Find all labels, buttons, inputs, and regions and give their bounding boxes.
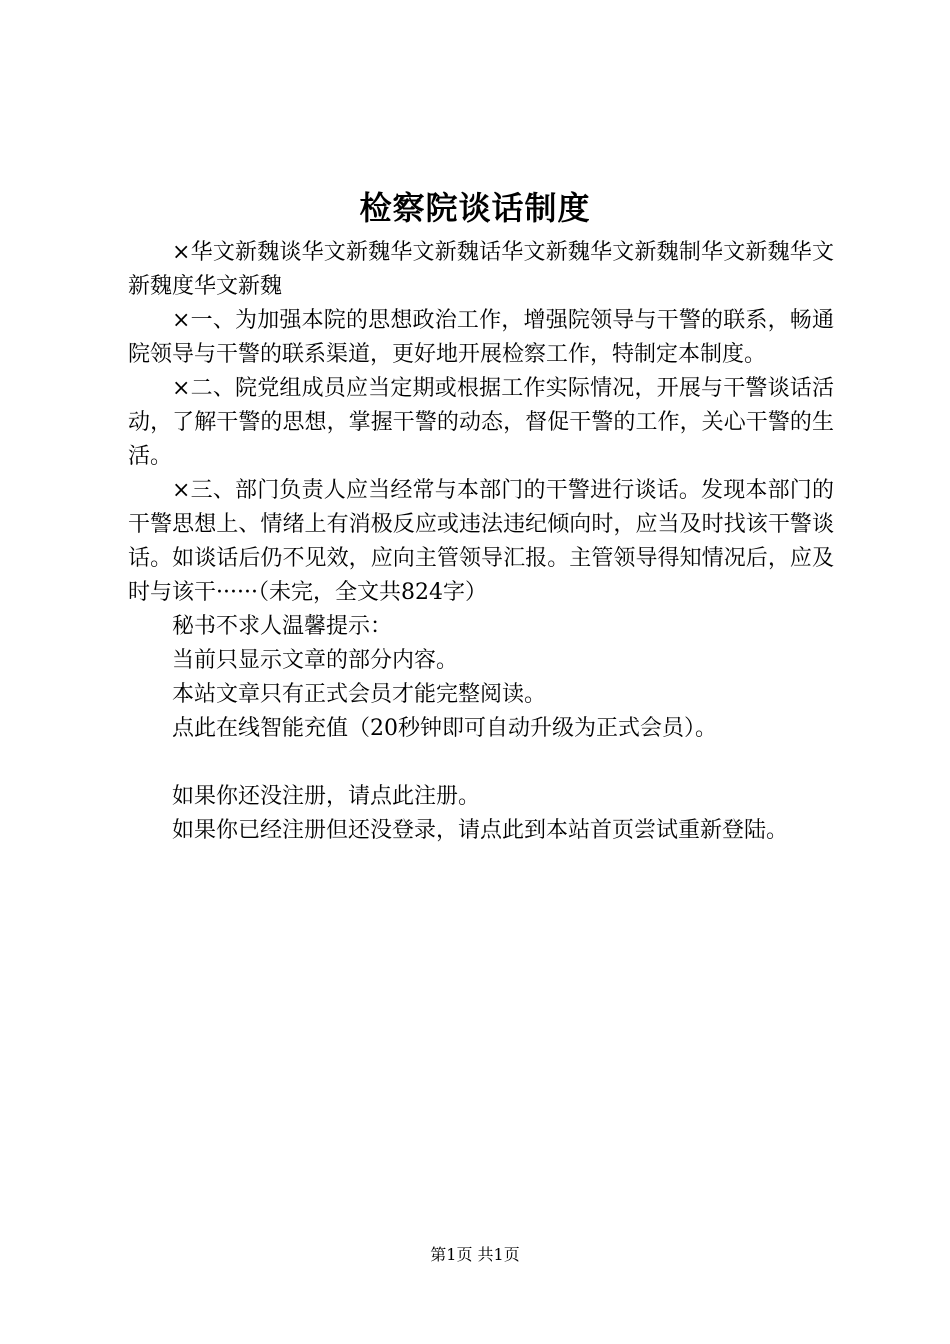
paragraph-intro: ×华文新魏谈华文新魏华文新魏话华文新魏华文新魏制华文新魏华文新魏度华文新魏 [128,240,834,299]
page-footer: 第1页 共1页 [430,1245,520,1264]
notice-heading: 秘书不求人温馨提示： [172,614,393,639]
recharge-link[interactable]: 点此在线智能充值（20秒钟即可自动升级为正式会员）。 [172,716,717,741]
document-title: 检察院谈话制度 [359,189,591,227]
document-body [128,236,834,848]
spacer [128,746,834,780]
notice-members-only: 本站文章只有正式会员才能完整阅读。 [172,682,547,707]
login-link[interactable]: 如果你已经注册但还没登录，请点此到本站首页尝试重新登陆。 [172,818,789,843]
paragraph-article-2: ×二、院党组成员应当定期或根据工作实际情况，开展与干警谈话活动，了解干警的思想，掌握干警的动态，督促干警的工作，关心干警的生活。 [128,376,834,469]
notice-partial-content: 当前只显示文章的部分内容。 [172,648,459,673]
paragraph-article-1: ×一、为加强本院的思想政治工作，增强院领导与干警的联系，畅通院领导与干警的联系渠道，更好地开展检察工作，特制定本制度。 [128,308,834,367]
paragraph-article-3: ×三、部门负责人应当经常与本部门的干警进行谈话。发现本部门的干警思想上、情绪上有消极反应或违法违纪倾向时，应当及时找该干警谈话。如谈话后仍不见效，应向主管领导汇报。主管领导得知情况后，应及时与该干······（未完，全文共824字） [128,478,834,605]
register-link[interactable]: 如果你还没注册，请点此注册。 [172,784,481,809]
